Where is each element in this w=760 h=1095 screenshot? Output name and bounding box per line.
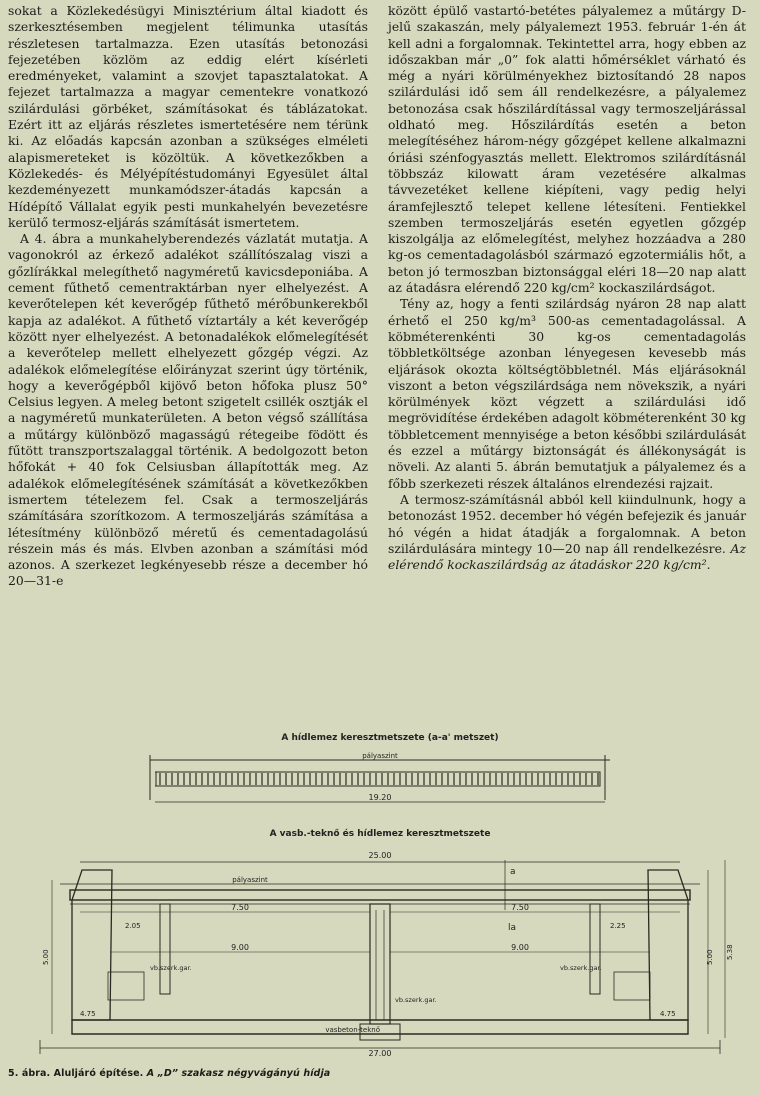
right-column <box>388 3 746 573</box>
right-paragraph-3 <box>388 492 746 573</box>
bridge-cross-section-figure <box>0 720 760 1060</box>
height-dimension-right: 5.00 <box>706 949 714 965</box>
slab-girders-top <box>160 773 598 785</box>
dimension-small-right: 2.25 <box>610 922 626 930</box>
right-paragraph-3-text: A termosz-számításnál abból kell kiindulnunk, hogy a betonozást 1952. december hó végén befejezik és január hó végén a hidat átadják a forgalomnak. A beton szilárdulására mintegy 10—20 nap áll rendelkezésre. <box>388 491 746 556</box>
section-marker-a: a <box>510 867 516 877</box>
wall-label-middle: vb.szerk.gar. <box>395 996 437 1004</box>
wall-label-left: vb.szerk.gar. <box>150 964 192 972</box>
top-section-title: A hídlemez keresztmetszete (a-a' metszet) <box>281 733 499 743</box>
figure-caption <box>8 1068 748 1079</box>
top-dimension-label: 19.20 <box>368 793 392 802</box>
top-surface-label: pályaszint <box>362 752 398 760</box>
base-label-right: 4.75 <box>660 1010 676 1018</box>
left-paragraph-2: A 4. ábra a munkahelyberendezés vázlatát mutatja. A vagonokról az érkező adalékot szállítószalag viszi a gőzlírákkal melegíthető nagyméretű kavicsdeponiába. A cement fűthető cementraktárban nyer elhelyezést. A keverőtelepen két keverőgép fűthető mérőbunkerekből kapja az adalékot. A fűthető víztartály a két keverőgép között nyer elhelyezést. A betonadalékok előmelegítését a keverőtelep mellett elhelyezett gőzgép végzi. Az adalékok előmelegítése előirányzat szerint úgy történik, hogy a keverőgépből kijövő beton hőfoka plusz 50° Celsius legyen. A meleg betont szigetelt csillék osztják el a nagyméretű munkaterületen. A beton végső szállítása a műtárgy különböző magasságú rétegeibe födött és fűtött transzportszalaggal történik. A bedolgozott beton hőfokát + 40 fok Celsiusban állapították meg. Az adalékok előmelegítésének számítását a következőkben ismertem tételezem fel. Csak a termoszeljárás számítására szorítkozom. A termoszeljárás számítása a létesítmény különböző méretű és cementadagolású részein más és más. Elvben azonban a számítási mód azonos. A szerkezet legkényesebb része a december hó 20—31-e <box>8 231 368 589</box>
base-label-left: 4.75 <box>80 1010 96 1018</box>
left-paragraph-1: sokat a Közlekedésügyi Minisztérium által kiadott és szerkesztésemben megjelent télimunka utasítás részletesen tartalmazza. Ezen utasítás betonozási fejezetében közlöm az eddig elért kísérleti eredményeket, valamint a szovjet tapasztalatokat. A fejezet tartalmazza a magyar cementekre vonatkozó szilárdulási görbéket, számításokat és táblázatokat. Ezért itt az eljárás részletes ismertetésére nem térünk ki. Az előadás kapcsán azonban a szükséges elméleti alapismereteket is közöltük. A következőkben a Közlekedés- és Mélyépítéstudományi Egyesület által kezdeményezett munkamódszer-átadás kapcsán a Hídépítő Vállalat egyik pesti munkahelyén bevezetésre kerülő termosz-eljárás számítását ismertetem. <box>8 3 368 230</box>
dimension-half-left: 7.50 <box>231 903 249 912</box>
right-paragraph-2: Tény az, hogy a fenti szilárdság nyáron 28 nap alatt érhető el 250 kg/m³ 500-as cementadagolással. A köbméterenkénti 30 kg-os cementadagolás többletköltsége azonban lényegesen kevesebb más eljárások okozta költségtöbbletnél. Más eljárásoknál viszont a beton végszilárdsága nem növekszik, a nyári körülmények közt végzett a szilárdulási idő megrövidítése érdekében adagolt köbméterenként 30 kg többletcement mennyisége a beton későbbi szilárdulását és ezzel a műtárgy biztonságát és állékonyságát is növeli. Az alanti 5. ábrán bemutatjuk a pályalemez és a főbb szerkezeti részek általános elrendezési rajzait. <box>388 296 746 491</box>
span-left: 9.00 <box>231 943 249 952</box>
span-right: 9.00 <box>511 943 529 952</box>
bottom-section-title: A vasb.-teknő és hídlemez keresztmetszete <box>269 829 491 839</box>
center-trough-label: vasbeton-teknő <box>325 1026 380 1034</box>
bottom-surface-label: pályaszint <box>232 876 268 884</box>
left-column <box>8 3 368 590</box>
height-dimension-far: 5.38 <box>726 944 734 960</box>
technical-drawing <box>0 720 760 1060</box>
caption-emphasis: A „D” szakasz négyvágányú hídja <box>146 1068 331 1079</box>
right-paragraph-1: között épülő vastartó-betétes pályalemez a műtárgy D-jelű szakaszán, mely pályalemezt 1953. február 1-én át kell adni a forgalomnak. Tekintettel arra, hogy ebben az időszakban már „0” fok alatti hőmérséklet várható és még a nyári körülményekhez biztosítandó 28 napos szilárdulási idő sem áll rendelkezésre, a pályalemez betonozása csak hőszilárdítással vagy termoszeljárással oldható meg. Hőszilárdítás esetén a beton melegítéséhez három-négy gőzgépet kellene alkalmazni óriási szénfogyasztás mellett. Elektromos szilárdításnál többszáz kilowatt áram vezetésére alkalmas távvezetéket kellene kiépíteni, vagy pedig helyi áramfejlesztő telepet kellene létesíteni. Fentiekkel szemben termoszeljárás esetén egyetlen gőzgép kiszolgálja az előmelegítést, melyhez hozzáadva a 280 kg-os cementadagolásból származó egzotermiális hőt, a beton jó termoszban biztonsággal eléri 18—20 nap alatt az átadásra elérendő 220 kg/cm² kockaszilárdságot. <box>388 3 746 296</box>
height-dimension-left: 5.00 <box>42 949 50 965</box>
dimension-half-right: 7.50 <box>511 903 529 912</box>
dimension-total-top: 25.00 <box>368 851 392 860</box>
dimension-small-left: 2.05 <box>125 922 141 930</box>
wall-label-right: vb.szerk.gar. <box>560 964 602 972</box>
dimension-bottom: 27.00 <box>368 1049 392 1058</box>
caption-lead: 5. ábra. Aluljáró építése. <box>8 1068 144 1079</box>
right-paragraph-3-emphasis: Az elérendő kockaszilárdság az átadáskor 220 kg/cm². <box>388 540 746 573</box>
section-marker-la: la <box>508 923 517 933</box>
